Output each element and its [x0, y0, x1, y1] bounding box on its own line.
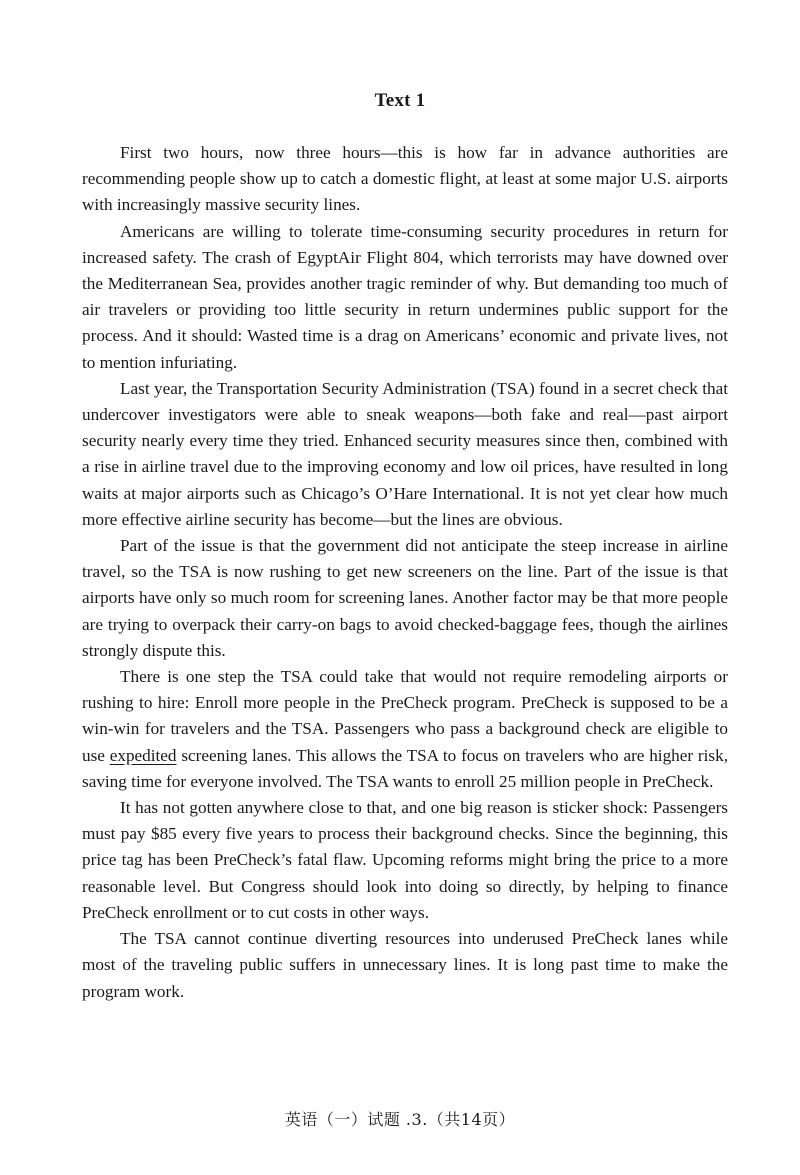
paragraph-text: It has not gotten anywhere close to that, and one big reason is sticker shock: Passengers must pay $85 every five years to process their background checks. Since the beginning, this price tag has been PreCheck’s fatal flaw. Upcoming reforms might bring the price to a more reasonable level. But Congress should look into doing so directly, by helping to finance PreCheck enrollment or to cut costs in other ways. [82, 798, 728, 922]
paragraph-text: Last year, the Transportation Security Administration (TSA) found in a secret check that undercover investigators were able to sneak weapons—both fake and real—past airport security nearly every time they tried. Enhanced security measures since then, combined with a rise in airline travel due to the improving economy and low oil prices, have resulted in long waits at major airports such as Chicago’s O’Hare International. It is not yet clear how much more effective airline security has become—but the lines are obvious. [82, 378, 728, 529]
paragraph [82, 533, 728, 664]
paragraph-text: screening lanes. This allows the TSA to focus on travelers who are higher risk, saving time for everyone involved. The TSA wants to enroll 25 million people in PreCheck. [82, 745, 728, 791]
paragraph [82, 376, 728, 533]
paragraph-text: Americans are willing to tolerate time-consuming security procedures in return for increased safety. The crash of EgyptAir Flight 804, which terrorists may have downed over the Mediterranean Sea, provides another tragic reminder of why. But demanding too much of air travelers or providing too little security in return undermines public support for the process. And it should: Wasted time is a drag on Americans’ economic and private lives, not to mention infuriating. [82, 221, 728, 372]
paragraph [82, 664, 728, 795]
underlined-word: expedited [109, 745, 177, 765]
paragraph [82, 926, 728, 1005]
paragraph [82, 219, 728, 376]
page-title: Text 1 [374, 90, 426, 111]
paragraph-text: First two hours, now three hours—this is how far in advance authorities are recommending people show up to catch a domestic flight, at least at some major U.S. airports with increasingly massive security lines. [82, 143, 728, 215]
paragraph [82, 140, 728, 219]
page-footer: 英语（一）试题 .3.（共14页） [284, 1110, 516, 1129]
paragraph [82, 795, 728, 926]
paragraph-text: Part of the issue is that the government did not anticipate the steep increase in airline travel, so the TSA is now rushing to get new screeners on the line. Part of the issue is that airports have only so much room for screening lanes. Another factor may be that more people are trying to overpack their carry-on bags to avoid checked-baggage fees, though the airlines strongly dispute this. [82, 536, 728, 660]
passage-body [82, 140, 728, 1005]
paragraph-text: There is one step the TSA could take that would not require remodeling airports or rushing to hire: Enroll more people in the PreCheck program. PreCheck is supposed to be a win-win for travelers and the TSA. Passengers who pass a background check are eligible to use [82, 667, 728, 765]
paragraph-text: The TSA cannot continue diverting resources into underused PreCheck lanes while most of the traveling public suffers in unnecessary lines. It is long past time to make the program work. [82, 929, 728, 1001]
